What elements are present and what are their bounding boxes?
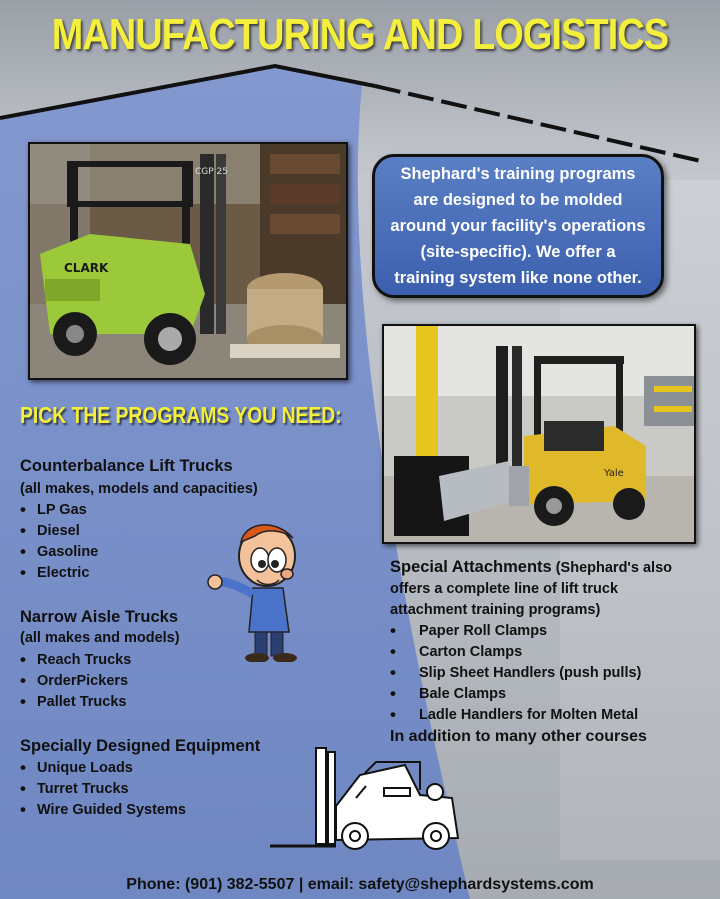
list-item: • Diesel (20, 521, 98, 542)
page-title: MANUFACTURING AND LOGISTICS (51, 10, 669, 59)
list-item: • Ladle Handlers for Molten Metal (390, 705, 641, 726)
list-item: • Slip Sheet Handlers (push pulls) (390, 663, 641, 684)
counterbalance-subtitle: (all makes, models and capacities) (20, 481, 258, 497)
special-attachments-list (390, 621, 641, 726)
list-item: • Gasoline (20, 542, 98, 563)
specially-designed-title: Specially Designed Equipment (20, 737, 261, 755)
clark-logo: CLARK (64, 261, 109, 275)
counterbalance-title: Counterbalance Lift Trucks (20, 457, 233, 475)
cartoon-character (205, 522, 315, 662)
list-item: • OrderPickers (20, 671, 131, 692)
narrow-aisle-subtitle: (all makes and models) (20, 630, 180, 646)
yale-logo: Yale (604, 468, 624, 479)
yale-forklift-photo (382, 324, 696, 544)
roof-dash-line (375, 86, 705, 162)
list-item: • Wire Guided Systems (20, 800, 186, 821)
list-item: • Unique Loads (20, 758, 186, 779)
training-callout (372, 154, 664, 298)
list-item: • Paper Roll Clamps (390, 621, 641, 642)
special-attachments-title: Special Attachments (390, 558, 552, 576)
callout-line: are designed to be molded (413, 191, 623, 209)
callout-line: training system like none other. (394, 269, 642, 287)
contact-footer: Phone: (901) 382-5507 | email: safety@shephardsystems.com (126, 876, 594, 893)
narrow-aisle-list (20, 650, 131, 713)
clark-forklift-photo (28, 142, 348, 380)
additional-courses-note: In addition to many other courses (390, 728, 647, 745)
clark-forklift-image (30, 144, 346, 378)
special-attachments-description: (Shephard's also offers a complete line of lift truck attachment training programs) (390, 560, 672, 618)
svg-text:CGP 25: CGP 25 (195, 167, 228, 177)
programs-heading: PICK THE PROGRAMS YOU NEED: (20, 402, 342, 428)
list-item: • Bale Clamps (390, 684, 641, 705)
callout-line: Shephard's training programs (400, 165, 636, 183)
list-item: • Electric (20, 563, 98, 584)
list-item: • Pallet Trucks (20, 692, 131, 713)
counterbalance-list (20, 500, 98, 584)
list-item: • Reach Trucks (20, 650, 131, 671)
yale-forklift-image (384, 326, 694, 542)
specially-designed-list (20, 758, 186, 821)
list-item: • Carton Clamps (390, 642, 641, 663)
special-attachments-intro (390, 557, 690, 621)
narrow-aisle-title: Narrow Aisle Trucks (20, 608, 179, 626)
callout-line: (site-specific). We offer a (420, 243, 616, 261)
callout-line: around your facility's operations (390, 217, 646, 235)
list-item: • LP Gas (20, 500, 98, 521)
list-item: • Turret Trucks (20, 779, 186, 800)
